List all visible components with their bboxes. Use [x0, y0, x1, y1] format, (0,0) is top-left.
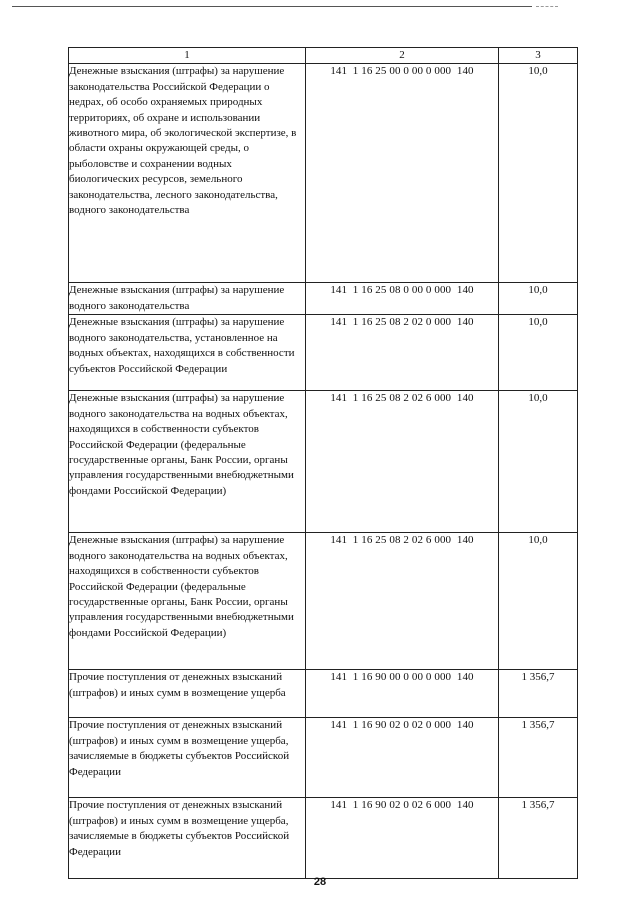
row-description: Денежные взыскания (штрафы) за нарушение водного законодательства [69, 283, 306, 315]
table-row [69, 718, 578, 798]
table-row [69, 670, 578, 718]
row-amount: 1 356,7 [499, 798, 578, 879]
row-amount: 1 356,7 [499, 718, 578, 798]
row-code: 141 1 16 90 00 0 00 0 000 140 [306, 670, 499, 718]
header-rule [12, 6, 532, 7]
page-number: 28 [313, 876, 327, 888]
column-header-3: 3 [499, 48, 578, 64]
row-description: Денежные взыскания (штрафы) за нарушение законодательства Российской Федерации о недрах, об особо охраняемых природных территориях, об охране и использовании животного мира, об экологической экспертизе, в области охраны окружающей среды, о рыболовстве и сохранении водных биологических ресурсов, земельного законодательства, лесного законодательства, водного законодательства [69, 64, 306, 283]
row-description: Прочие поступления от денежных взысканий (штрафов) и иных сумм в возмещение ущерба, зачисляемые в бюджеты субъектов Российской Федерации [69, 718, 306, 798]
row-amount: 10,0 [499, 391, 578, 533]
table-row [69, 283, 578, 315]
row-code: 141 1 16 90 02 0 02 6 000 140 [306, 798, 499, 879]
row-amount: 10,0 [499, 64, 578, 283]
column-header-2: 2 [306, 48, 499, 64]
table-row [69, 533, 578, 670]
revenue-table [68, 47, 578, 879]
row-code: 141 1 16 25 08 2 02 6 000 140 [306, 533, 499, 670]
row-amount: 10,0 [499, 533, 578, 670]
row-code: 141 1 16 25 08 2 02 6 000 140 [306, 391, 499, 533]
row-description: Прочие поступления от денежных взысканий (штрафов) и иных сумм в возмещение ущерба [69, 670, 306, 718]
row-amount: 10,0 [499, 283, 578, 315]
column-header-1: 1 [69, 48, 306, 64]
row-amount: 10,0 [499, 315, 578, 391]
table-row [69, 798, 578, 879]
row-description: Прочие поступления от денежных взысканий (штрафов) и иных сумм в возмещение ущерба, зачисляемые в бюджеты субъектов Российской Федерации [69, 798, 306, 879]
table-row [69, 391, 578, 533]
row-description: Денежные взыскания (штрафы) за нарушение водного законодательства, установленное на водных объектах, находящихся в собственности субъектов Российской Федерации [69, 315, 306, 391]
row-description: Денежные взыскания (штрафы) за нарушение водного законодательства на водных объектах, находящихся в собственности субъектов Российской Федерации (федеральные государственные органы, Банк России, органы управления государственными внебюджетными фондами Российской Федерации) [69, 391, 306, 533]
table-row [69, 64, 578, 283]
row-description: Денежные взыскания (штрафы) за нарушение водного законодательства на водных объектах, находящихся в собственности субъектов Российской Федерации (федеральные государственные органы, Банк России, органы управления государственными внебюджетными фондами Российской Федерации) [69, 533, 306, 670]
header-rule-tail [536, 6, 558, 7]
table-row [69, 315, 578, 391]
row-code: 141 1 16 25 08 0 00 0 000 140 [306, 283, 499, 315]
row-code: 141 1 16 90 02 0 02 0 000 140 [306, 718, 499, 798]
row-code: 141 1 16 25 08 2 02 0 000 140 [306, 315, 499, 391]
row-amount: 1 356,7 [499, 670, 578, 718]
table-header-row [69, 48, 578, 64]
row-code: 141 1 16 25 00 0 00 0 000 140 [306, 64, 499, 283]
